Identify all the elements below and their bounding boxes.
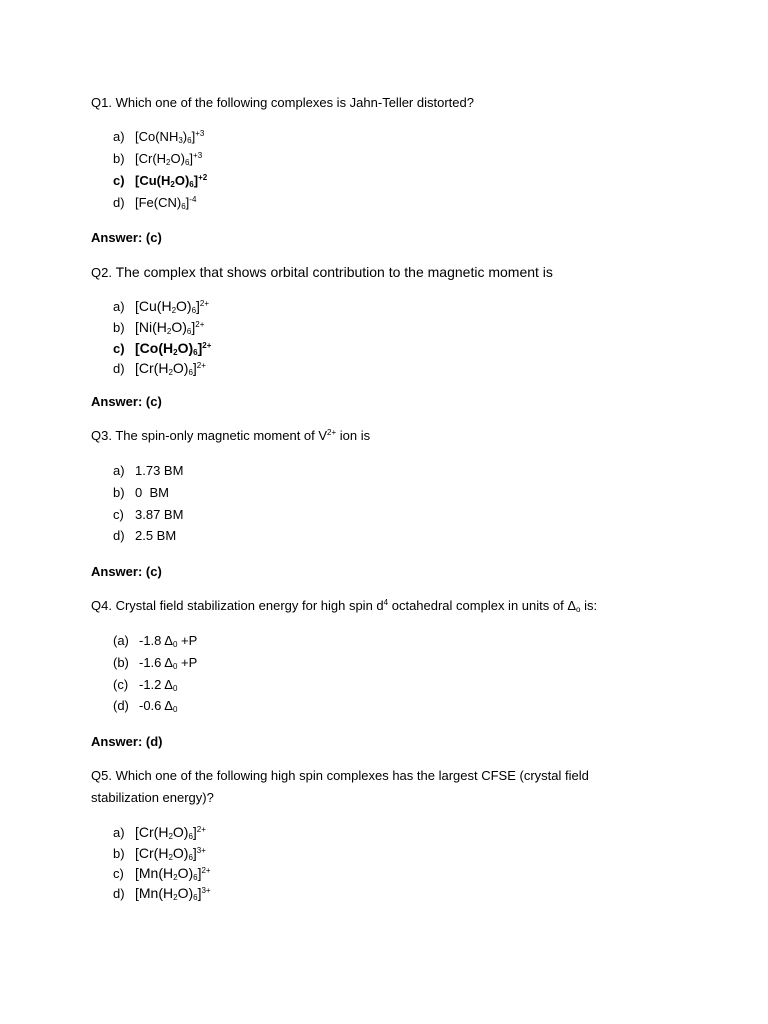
- q2-option-d: d) $[Cr(H_2O)_6]^{2+}$: [113, 360, 206, 377]
- q1-title: Q1. Which one of the following complexes is Jahn-Teller distorted?: [91, 95, 474, 110]
- q4-answer: Answer: (d): [91, 734, 163, 749]
- q4-option-b: (b) -1.6 $\Delta_0 +P$: [113, 655, 198, 671]
- q4-title: Q4. Crystal field stabilization energy for high spin $d^4$ octahedral complex in units of $\Delta_o$ is:: [91, 598, 598, 614]
- q1-option-c: c) $[Cu(H_2O)_6]^{+2}$: [113, 173, 208, 189]
- q2-option-a: a) $[Cu(H_2O)_6]^{2+}$: [113, 298, 210, 315]
- q2-title: Q2. The complex that shows orbital contribution to the magnetic moment is: [91, 264, 553, 280]
- q3-answer: Answer: (c): [91, 564, 162, 579]
- q1-option-b: b) $[Cr(H_2O)_6]^{+3}$: [113, 151, 203, 167]
- q5-title-line2: stabilization energy)?: [91, 790, 214, 805]
- q1-option-a: a) $[Co(NH_3)_6]^{+3}$: [113, 129, 205, 145]
- q3-option-d: d) 2.5 BM: [113, 528, 177, 543]
- q5-option-d: d) $[Mn(H_2O)_6]^{3+}$: [113, 885, 211, 902]
- q5-title-line1: Q5. Which one of the following high spin complexes has the largest CFSE (crystal field: [91, 768, 589, 783]
- q1-answer: Answer: (c): [91, 230, 162, 245]
- q3-option-a: a) 1.73 BM: [113, 463, 184, 478]
- q3-option-c: c) 3.87 BM: [113, 507, 184, 522]
- q3-option-b: b) 0 BM: [113, 485, 169, 500]
- q2-option-c: c) $[Co(H_2O)_6]^{2+}$: [113, 340, 212, 357]
- q5-option-a: a) $[Cr(H_2O)_6]^{2+}$: [113, 824, 206, 841]
- q4-option-d: (d) -0.6 $\Delta_0$: [113, 698, 178, 714]
- q4-option-a: (a) -1.8 $\Delta_0 +P$: [113, 633, 198, 649]
- q2-answer: Answer: (c): [91, 394, 162, 409]
- q4-option-c: (c) -1.2 $\Delta_0$: [113, 677, 178, 693]
- q5-option-b: b) $[Cr(H_2O)_6]^{3+}$: [113, 845, 206, 862]
- q5-option-c: c) $[Mn(H_2O)_6]^{2+}$: [113, 865, 211, 882]
- q2-option-b: b) $[Ni(H_2O)_6]^{2+}$: [113, 319, 205, 336]
- q1-option-d: d) $[Fe(CN)_6]^{-4}$: [113, 195, 197, 211]
- q3-title: Q3. The spin-only magnetic moment of $V^{2+}$ ion is: [91, 428, 371, 443]
